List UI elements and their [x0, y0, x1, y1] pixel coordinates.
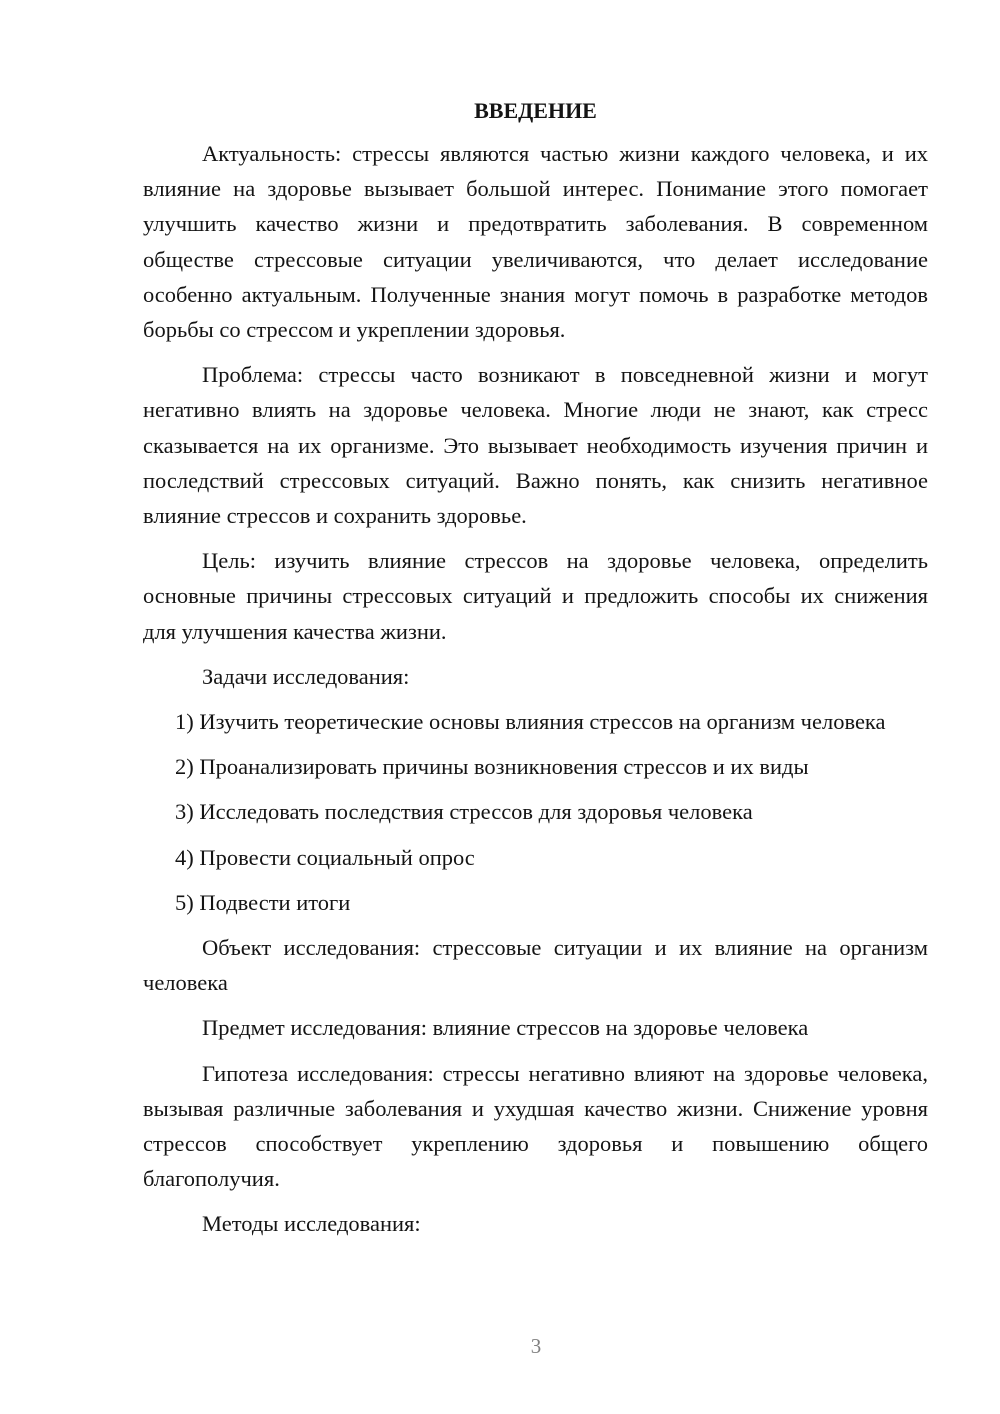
relevance-paragraph: Актуальность: стрессы являются частью жизни каждого человека, и их влияние на здоровье вызывает большой интерес. Понимание этого помогает улучшить качество жизни и предотвратить заболевания. В современном обществе стрессовые ситуации увеличиваются, что делает исследование особенно актуальным. Полученные знания могут помочь в разработке методов борьбы со стрессом и укреплении здоровья.: [143, 141, 928, 343]
problem-paragraph: Проблема: стрессы часто возникают в повседневной жизни и могут негативно влиять на здоровье человека. Многие люди не знают, как стресс сказывается на их организме. Это вызывает необходимость изучения причин и последствий стрессовых ситуаций. Важно понять, как снизить негативное влияние стрессов и сохранить здоровье.: [143, 362, 928, 529]
task-item-1: 1) Изучить теоретические основы влияния стрессов на организм человека: [175, 709, 886, 735]
tasks-label: Задачи исследования:: [202, 663, 410, 689]
goal-paragraph: Цель: изучить влияние стрессов на здоровье человека, определить основные причины стрессовых ситуаций и предложить способы их снижения для улучшения качества жизни.: [143, 548, 928, 644]
hypothesis-paragraph: Гипотеза исследования: стрессы негативно влияют на здоровье человека, вызывая различные заболевания и ухудшая качество жизни. Снижение уровня стрессов способствует укреплению здоровья и повышению общего благополучия.: [143, 1060, 928, 1192]
task-item-4: 4) Провести социальный опрос: [175, 844, 475, 870]
methods-label: Методы исследования:: [202, 1211, 421, 1237]
page-number: 3: [530, 1334, 542, 1358]
page-content: [143, 94, 928, 1252]
subject-paragraph: Предмет исследования: влияние стрессов на здоровье человека: [202, 1015, 809, 1041]
section-heading: ВВЕДЕНИЕ: [474, 98, 597, 123]
task-item-3: 3) Исследовать последствия стрессов для здоровья человека: [175, 799, 753, 825]
task-item-2: 2) Проанализировать причины возникновения стрессов и их виды: [175, 754, 809, 780]
task-item-5: 5) Подвести итоги: [175, 889, 351, 915]
object-paragraph: Объект исследования: стрессовые ситуации и их влияние на организм человека: [143, 935, 928, 996]
